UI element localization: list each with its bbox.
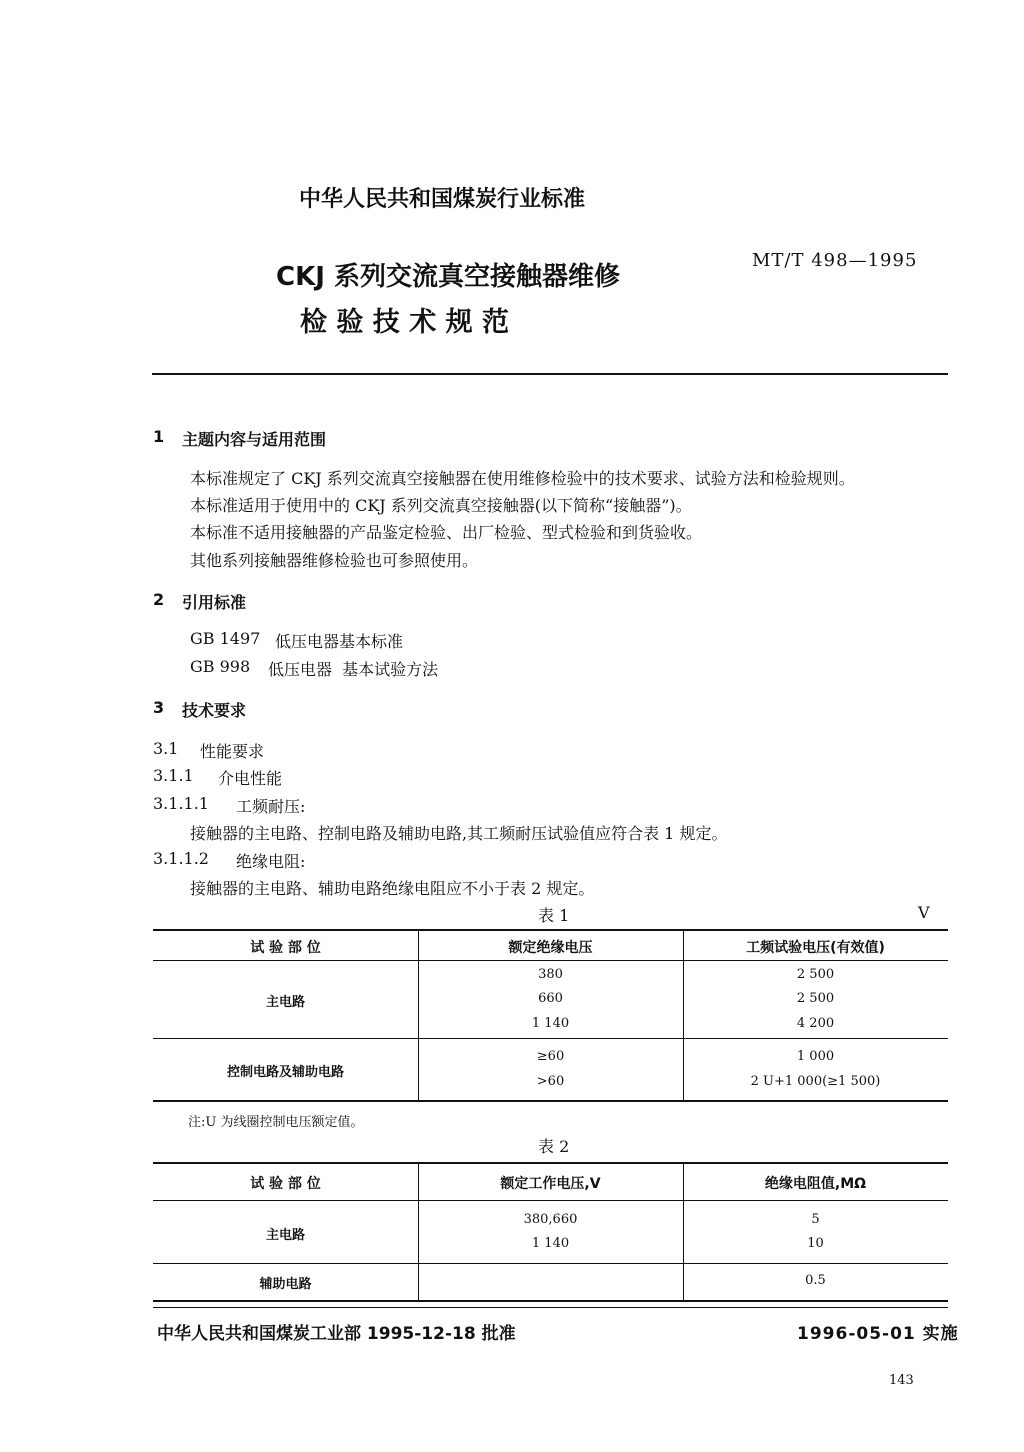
table-rule bbox=[153, 1038, 948, 1039]
doc-title-line2: 检 验 技 术 规 范 bbox=[300, 307, 509, 338]
section-1-title: 主题内容与适用范围 bbox=[182, 430, 327, 449]
table-rule bbox=[153, 1162, 948, 1164]
table-header-cell: 额定工作电压,V bbox=[500, 1176, 601, 1192]
table-rule bbox=[153, 929, 948, 931]
table-1-caption: 表 1 bbox=[538, 906, 570, 925]
ref-name: 低压电器 基本试验方法 bbox=[268, 660, 439, 679]
paragraph: 本标准规定了 CKJ 系列交流真空接触器在使用维修检验中的技术要求、试验方法和检验规则。 bbox=[190, 469, 855, 488]
paragraph: 接触器的主电路、控制电路及辅助电路,其工频耐压试验值应符合表 1 规定。 bbox=[190, 824, 728, 843]
table-2-caption: 表 2 bbox=[538, 1137, 570, 1156]
subsection-3-1-1-title: 介电性能 bbox=[218, 769, 283, 788]
table-header-cell: 额定绝缘电压 bbox=[508, 940, 593, 956]
table-cell: 5 bbox=[811, 1212, 820, 1227]
table-cell: 10 bbox=[807, 1236, 824, 1251]
paragraph: 其他系列接触器维修检验也可参照使用。 bbox=[190, 551, 479, 570]
table-rule bbox=[153, 1200, 948, 1201]
section-1-number: 1 bbox=[153, 427, 165, 446]
subsection-3-1-1-1-title: 工频耐压: bbox=[236, 797, 306, 816]
subsection-3-1-number: 3.1 bbox=[153, 739, 179, 758]
page-number: 143 bbox=[889, 1373, 914, 1388]
table-cell: >60 bbox=[536, 1074, 565, 1089]
ref-code: GB 1497 bbox=[190, 629, 261, 648]
table-cell: 2 500 bbox=[796, 991, 835, 1006]
table-rule bbox=[153, 1300, 948, 1302]
table-rule bbox=[153, 1263, 948, 1264]
ref-name: 低压电器基本标准 bbox=[275, 632, 404, 651]
table-cell: 1 140 bbox=[531, 1236, 570, 1251]
doc-title-line1: CKJ 系列交流真空接触器维修 bbox=[276, 262, 620, 292]
table-header-cell: 工频试验电压(有效值) bbox=[746, 940, 885, 956]
table-cell: ≥60 bbox=[536, 1049, 565, 1064]
paragraph: 本标准不适用接触器的产品鉴定检验、出厂检验、型式检验和到货验收。 bbox=[190, 523, 703, 542]
subsection-3-1-1-1-number: 3.1.1.1 bbox=[153, 794, 209, 813]
table-rule bbox=[153, 1100, 948, 1102]
table-cell: 0.5 bbox=[805, 1273, 826, 1288]
table-cell-part: 控制电路及辅助电路 bbox=[226, 1065, 344, 1080]
table-1-unit: V bbox=[918, 903, 930, 922]
table-cell: 1 140 bbox=[531, 1016, 570, 1031]
section-3-number: 3 bbox=[153, 698, 165, 717]
footer-rule bbox=[153, 1307, 948, 1308]
table-header-cell: 试 验 部 位 bbox=[250, 940, 321, 956]
table-cell-part: 主电路 bbox=[265, 1228, 305, 1243]
paragraph: 本标准适用于使用中的 CKJ 系列交流真空接触器(以下简称“接触器”)。 bbox=[190, 496, 692, 515]
table-cell: 4 200 bbox=[796, 1016, 835, 1031]
table-1-note: 注:U 为线圈控制电压额定值。 bbox=[188, 1115, 364, 1130]
table-cell: 380 bbox=[538, 967, 563, 982]
table-header-cell: 绝缘电阻值,MΩ bbox=[764, 1176, 867, 1192]
ref-code: GB 998 bbox=[190, 657, 251, 676]
header-rule bbox=[152, 373, 948, 375]
section-2-title: 引用标准 bbox=[182, 593, 247, 612]
subsection-3-1-1-2-title: 绝缘电阻: bbox=[236, 852, 306, 871]
table-cell: 2 500 bbox=[796, 967, 835, 982]
table-rule bbox=[153, 960, 948, 961]
section-2-number: 2 bbox=[153, 590, 165, 609]
table-cell-part: 主电路 bbox=[265, 995, 305, 1010]
subsection-3-1-title: 性能要求 bbox=[200, 742, 265, 761]
subsection-3-1-1-2-number: 3.1.1.2 bbox=[153, 849, 209, 868]
section-3-title: 技术要求 bbox=[182, 701, 247, 720]
table-cell: 660 bbox=[538, 991, 563, 1006]
footer-approval: 中华人民共和国煤炭工业部 1995-12-18 批准 bbox=[157, 1324, 516, 1344]
standard-code: MT/T 498—1995 bbox=[752, 250, 918, 271]
table-cell: 2 U+1 000(≥1 500) bbox=[750, 1074, 881, 1089]
footer-effective-date: 1996-05-01 实施 bbox=[797, 1324, 959, 1344]
table-cell-part: 辅助电路 bbox=[259, 1277, 312, 1292]
table-header-cell: 试 验 部 位 bbox=[250, 1176, 321, 1192]
org-title: 中华人民共和国煤炭行业标准 bbox=[299, 187, 586, 212]
table-cell: 380,660 bbox=[523, 1212, 578, 1227]
table-cell: 1 000 bbox=[796, 1049, 835, 1064]
paragraph: 接触器的主电路、辅助电路绝缘电阻应不小于表 2 规定。 bbox=[190, 879, 595, 898]
subsection-3-1-1-number: 3.1.1 bbox=[153, 766, 194, 785]
